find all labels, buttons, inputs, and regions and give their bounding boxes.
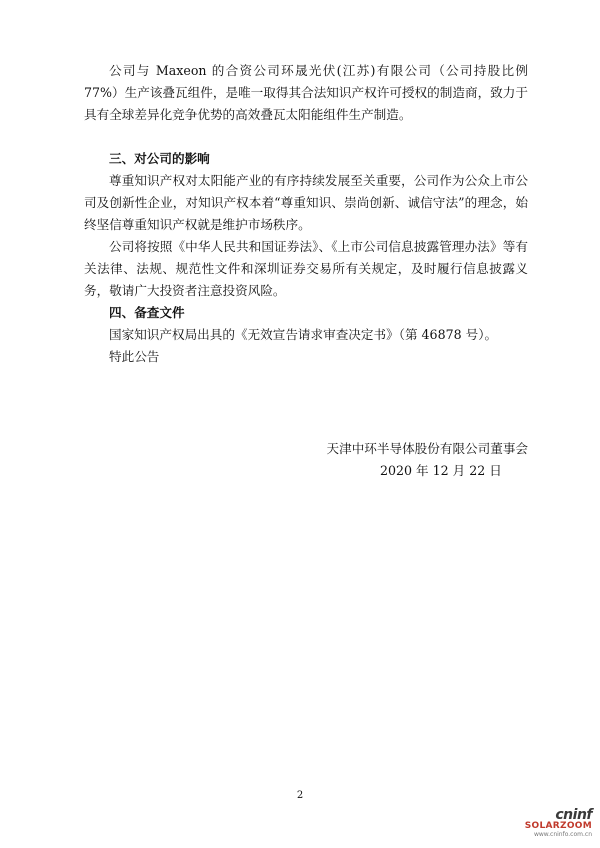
closing-text: 特此公告 <box>109 349 160 364</box>
paragraph-ip-respect: 尊重知识产权对太阳能产业的有序持续发展至关重要，公司作为公众上市公司及创新性企业，对知识产权本着“尊重知识、崇尚创新、诚信守法”的理念，始终坚信尊重知识产权就是维护市场秩序。 <box>84 173 528 232</box>
signature-company: 天津中环半导体股份有限公司董事会 <box>326 441 528 456</box>
paragraph-disclosure: 公司将按照《中华人民共和国证券法》、《上市公司信息披露管理办法》等有关法律、法规、规范性文件和深圳证券交易所有关规定，及时履行信息披露义务，敬请广大投资者注意投资风险。 <box>84 239 528 298</box>
watermark-logo <box>522 807 592 838</box>
page-number: 2 <box>296 790 304 801</box>
watermark-line-2: SOLARZOOM <box>524 821 592 831</box>
watermark-line-1: cninf <box>555 807 592 823</box>
section-heading-impact: 三、对公司的影响 <box>109 151 210 166</box>
paragraph-reference-document: 国家知识产权局出具的《无效宣告请求审查决定书》（第 46878 号）。 <box>109 327 498 342</box>
watermark-line-3: www.cninfo.com.cn <box>533 831 592 838</box>
paragraph-joint-venture: 公司与 Maxeon 的合资公司环晟光伏(江苏)有限公司（公司持股比例 77%）生产该叠瓦组件，是唯一取得其合法知识产权许可授权的制造商，致力于具有全球差异化竞争优势的高效叠瓦太阳能组件生产制造。 <box>84 63 528 122</box>
section-heading-documents: 四、备查文件 <box>109 305 185 320</box>
signature-date: 2020 年 12 月 22 日 <box>380 463 502 478</box>
